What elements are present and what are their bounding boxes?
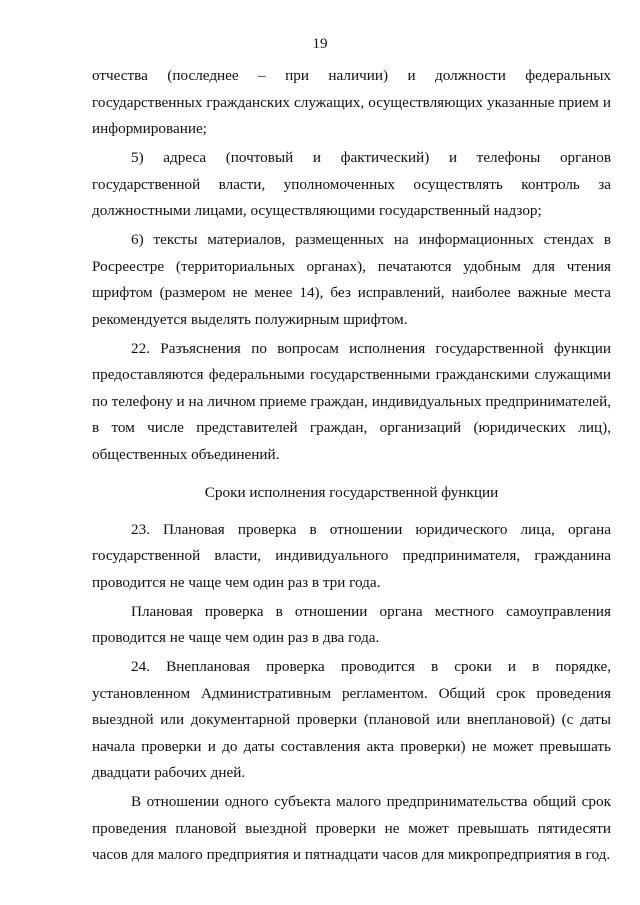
paragraph-clause-22: 22. Разъяснения по вопросам исполнения государственной функции предоставляются федеральными государственными гражданскими служащими по телефону и на личном приеме граждан, индивидуальных предпринимателей, в том числе представителей граждан, организаций (юридических лиц), общественных объединений. [92, 339, 611, 463]
page-number: 19 [312, 36, 328, 52]
paragraph-clause-23: 23. Плановая проверка в отношении юридического лица, органа государственной власти, индивидуального предпринимателя, гражданина проводится не чаще чем один раз в три года. [92, 520, 611, 591]
paragraph-clause-24: 24. Внеплановая проверка проводится в сроки и в порядке, установленном Административным регламентом. Общий срок проведения выездной или документарной проверки (плановой или внеплановой) (с даты начала проверки и до даты составления акта проверки) не может превышать двадцати рабочих дней. [92, 658, 611, 781]
paragraph-local-government: Плановая проверка в отношении органа местного самоуправления проводится не чаще чем один раз в два года. [92, 602, 611, 646]
paragraph-small-business: В отношении одного субъекта малого предпринимательства общий срок проведения плановой выездной проверки не может превышать пятидесяти часов для малого предприятия и пятнадцати часов для микропредприятия в год. [92, 793, 611, 863]
section-heading: Сроки исполнения государственной функции [204, 484, 499, 501]
document-body [92, 63, 611, 871]
paragraph-item-5: 5) адреса (почтовый и фактический) и телефоны органов государственной власти, уполномоченных осуществлять контроль за должностными лицами, осуществляющими государственный надзор; [92, 149, 611, 219]
paragraph-continuation: отчества (последнее – при наличии) и должности федеральных государственных гражданских служащих, осуществляющих указанные прием и информирование; [92, 67, 611, 137]
paragraph-item-6: 6) тексты материалов, размещенных на информационных стендах в Росреестре (территориальных органах), печатаются удобным для чтения шрифтом (размером не менее 14), без исправлений, наиболее важные места рекомендуется выделять полужирным шрифтом. [92, 231, 611, 328]
